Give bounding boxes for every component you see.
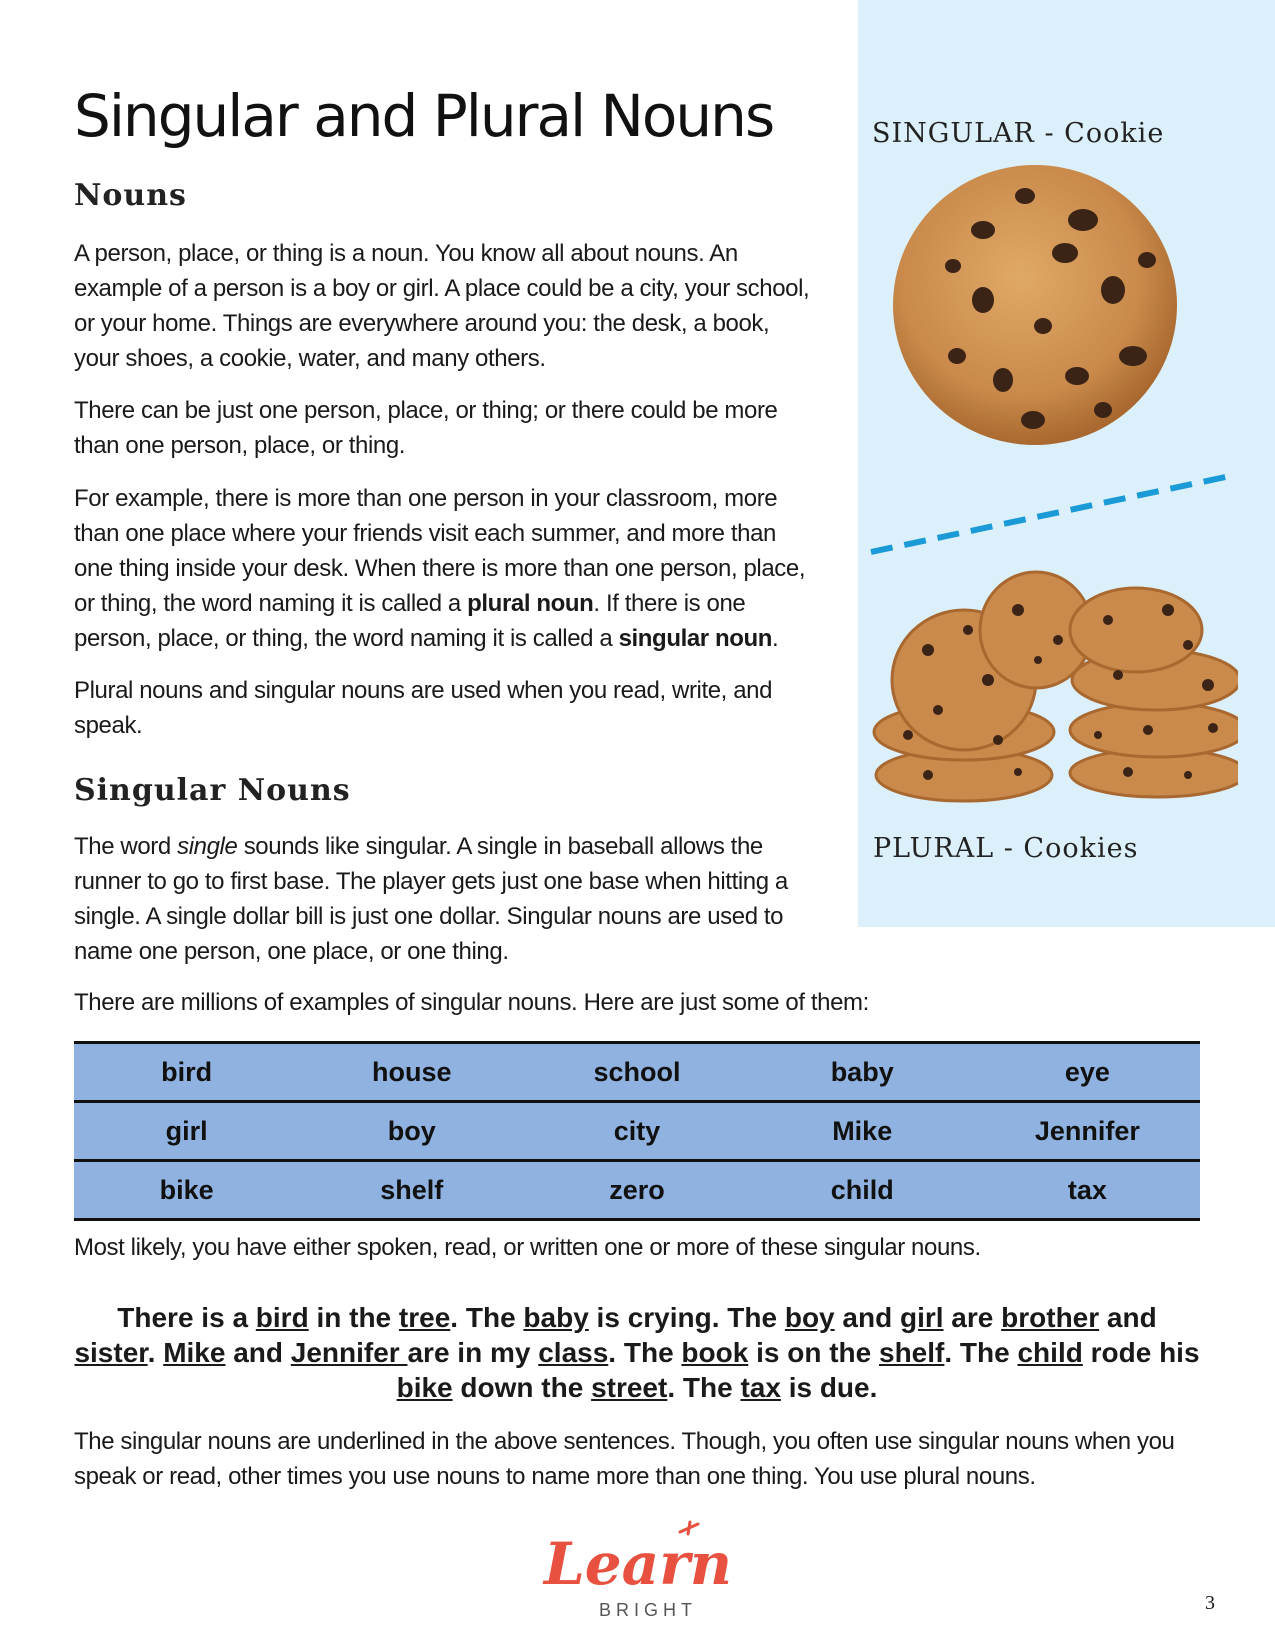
underlined-noun: girl: [899, 1302, 944, 1333]
sentence-text: .: [147, 1337, 164, 1368]
sentence-text: . The: [450, 1302, 524, 1333]
sentence-text: . The: [667, 1372, 741, 1403]
table-row: [74, 1162, 1200, 1221]
paragraph-one-or-more: There can be just one person, place, or thing; or there could be more than one person, place, or thing.: [74, 397, 778, 459]
underlined-noun: bike: [396, 1372, 453, 1403]
table-row: [74, 1103, 1200, 1162]
singular-nouns-table: [74, 1041, 1200, 1221]
table-cell: zero: [609, 1175, 665, 1205]
sentence-text: and: [834, 1302, 900, 1333]
table-row: [74, 1044, 1200, 1103]
underlined-noun: tax: [740, 1372, 781, 1403]
page-title: Singular and Plural Nouns: [74, 82, 774, 150]
sentence-text: are in my: [407, 1337, 539, 1368]
p3-end: .: [772, 625, 779, 652]
sentence-text: in the: [308, 1302, 399, 1333]
plural-label: PLURAL - Cookies: [873, 833, 1139, 864]
underlined-noun: boy: [784, 1302, 835, 1333]
underlined-noun: Jennifer: [290, 1337, 408, 1368]
singular-noun-term: singular noun: [618, 625, 773, 652]
table-cell: boy: [387, 1116, 436, 1146]
p5-start: The word: [74, 833, 178, 860]
table-cell: Jennifer: [1034, 1116, 1140, 1146]
paragraph-conclusion: The singular nouns are underlined in the above sentences. Though, you often use singular nouns when you speak or read, other times you use nouns to name more than one thing. You use plural nouns.: [74, 1428, 1175, 1490]
underlined-noun: street: [591, 1372, 668, 1403]
sentence-text: There is a: [117, 1302, 256, 1333]
underlined-noun: child: [1017, 1337, 1083, 1368]
sentence-text: are: [943, 1302, 1002, 1333]
p3-mid: . If there is one person, place, or thing, the word naming it is called a: [74, 590, 746, 652]
underlined-noun: class: [538, 1337, 609, 1368]
single-word: single: [177, 833, 238, 860]
table-cell: bike: [159, 1175, 214, 1205]
underlined-noun: baby: [523, 1302, 589, 1333]
table-cell: school: [593, 1057, 681, 1087]
table-cell: child: [830, 1175, 894, 1205]
logo-sub: BRIGHT: [598, 1600, 698, 1620]
sentence-text: is on the: [748, 1337, 879, 1368]
paragraph-single-meaning: [74, 829, 812, 969]
p3-start: For example, there is more than one person in your classroom, more than one place where your friends visit each summer, and more than one thing inside your desk. When there is more than one person, place, or thing, the word naming it is called a: [74, 485, 806, 617]
table-cell: tax: [1067, 1175, 1107, 1205]
underlined-noun: Mike: [163, 1337, 226, 1368]
underlined-noun: brother: [1001, 1302, 1100, 1333]
example-sentences: [74, 1300, 1200, 1405]
paragraph-noun-definition: A person, place, or thing is a noun. You know all about nouns. An example of a person is a boy or girl. A place could be a city, your school, or your home. Things are everywhere around you: the desk, a book, your shoes, a cookie, water, and many others.: [74, 240, 810, 372]
table-cell: eye: [1064, 1057, 1110, 1087]
paragraph-plural-singular-definition: [74, 481, 812, 656]
underlined-noun: shelf: [879, 1337, 945, 1368]
underlined-noun: tree: [398, 1302, 451, 1333]
underlined-noun: bird: [255, 1302, 309, 1333]
sentence-text: . The: [608, 1337, 682, 1368]
sentence-text: and: [225, 1337, 291, 1368]
page-number: 3: [1205, 1592, 1215, 1614]
singular-label: SINGULAR - Cookie: [872, 118, 1165, 149]
p5-end: sounds like singular. A single in baseball allows the runner to go to first base. The player gets just one base when hitting a single. A single dollar bill is just one dollar. Singular nouns are used to name one person, one place, or one thing.: [74, 833, 788, 965]
cookie-stacks-image: [868, 560, 1238, 805]
table-cell: house: [372, 1057, 452, 1087]
paragraph-examples-intro: There are millions of examples of singular nouns. Here are just some of them:: [74, 989, 869, 1016]
paragraph-usage: Plural nouns and singular nouns are used when you read, write, and speak.: [74, 677, 773, 739]
sentence-text: is due.: [780, 1372, 878, 1403]
table-cell: bird: [161, 1057, 213, 1087]
table-cell: baby: [830, 1057, 894, 1087]
single-cookie-image: [885, 158, 1185, 453]
sentence-text: . The: [944, 1337, 1018, 1368]
underlined-noun: book: [681, 1337, 749, 1368]
sentence-text: down the: [452, 1372, 592, 1403]
logo-word: Learn: [544, 1530, 732, 1598]
sentence-text: rode his: [1082, 1337, 1200, 1368]
sentence-text: is crying. The: [588, 1302, 785, 1333]
plural-noun-term: plural noun: [467, 590, 594, 617]
table-cell: city: [613, 1116, 661, 1146]
nouns-heading: Nouns: [74, 178, 187, 213]
underlined-noun: sister: [74, 1337, 148, 1368]
table-cell: Mike: [832, 1116, 893, 1146]
learn-bright-logo: [530, 1520, 750, 1630]
table-cell: shelf: [380, 1175, 444, 1205]
sentence-text: and: [1099, 1302, 1157, 1333]
table-cell: girl: [165, 1116, 208, 1146]
paragraph-likely-used: Most likely, you have either spoken, read, or written one or more of these singular nouns.: [74, 1234, 981, 1261]
singular-nouns-heading: Singular Nouns: [74, 773, 351, 808]
dashed-divider: [868, 470, 1238, 560]
